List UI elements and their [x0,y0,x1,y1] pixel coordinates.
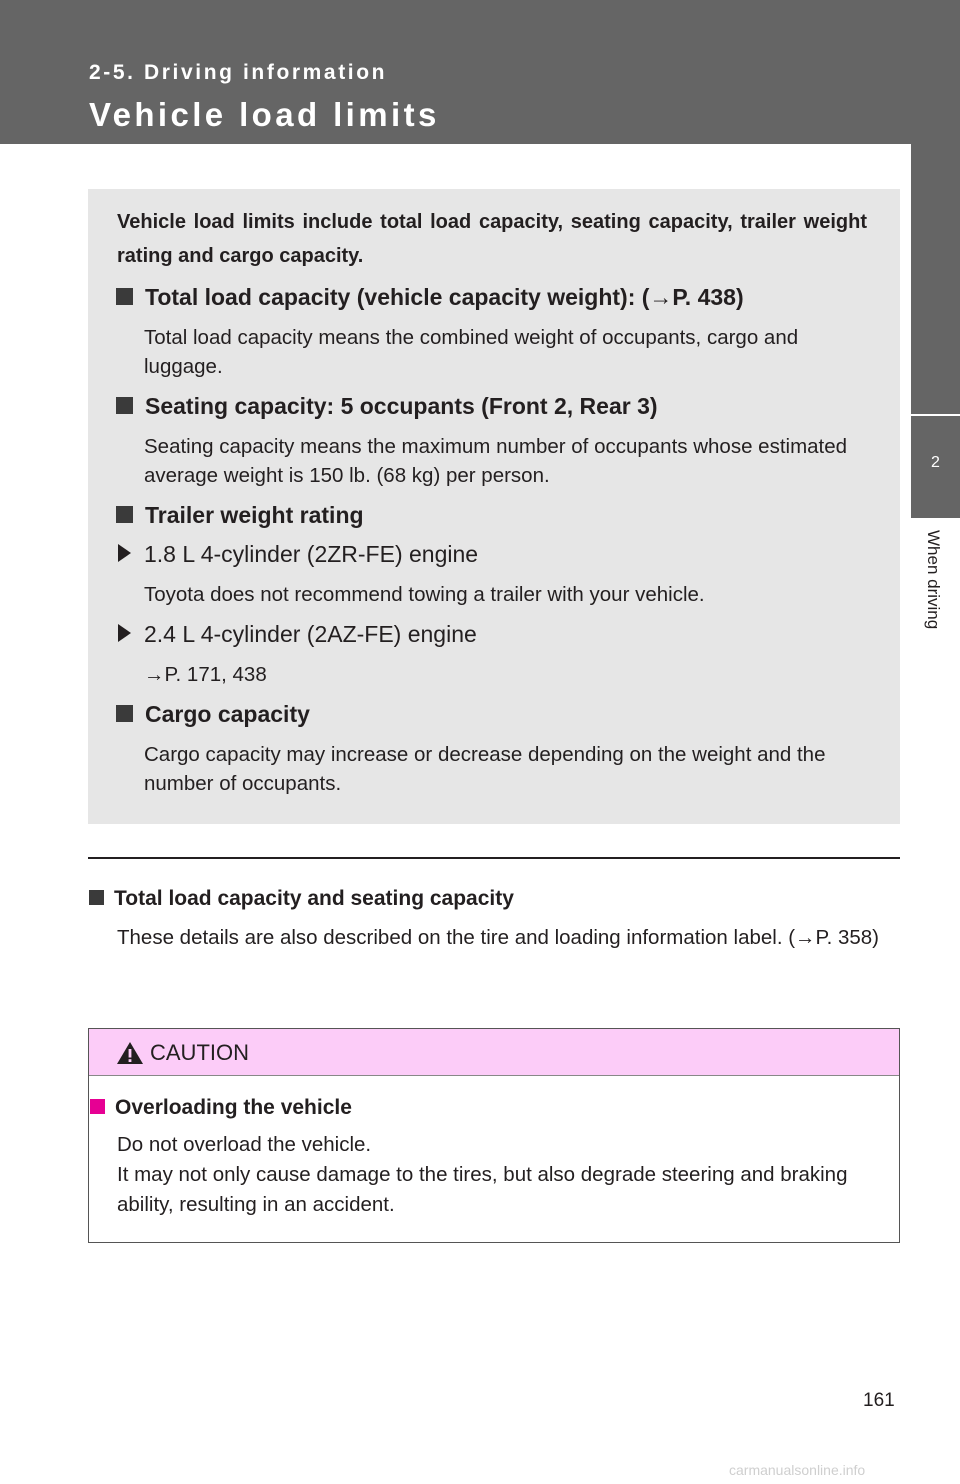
note-body: These details are also described on the tire and loading information label. (→P. 358) [117,926,879,949]
engine-2-label: 2.4 L 4-cylinder (2AZ-FE) engine [144,621,477,647]
square-bullet-icon [116,397,133,414]
caution-body [117,1130,892,1220]
heading-seating-text: Seating capacity: 5 occupants (Front 2, Rear 3) [145,393,658,419]
heading-trailer-text: Trailer weight rating [145,502,364,528]
caution-header [89,1029,899,1076]
square-bullet-icon [89,890,104,905]
caution-box [88,1028,900,1243]
square-bullet-icon [90,1099,105,1114]
caution-heading [89,1096,352,1120]
square-bullet-icon [116,288,133,305]
triangle-bullet-icon [118,544,131,562]
watermark: carmanualsonline.info [729,1462,866,1478]
heading-trailer [116,502,364,529]
engine-2-item [118,621,477,648]
cargo-text: Cargo capacity may increase or decrease depending on the weight and the number of occupants. [144,743,826,795]
side-tab-bar [911,144,960,414]
caution-line-2: It may not only cause damage to the tires, but also degrade steering and braking ability, resulting in an accident. [117,1163,848,1216]
seating-text: Seating capacity means the maximum number of occupants whose estimated average weight is 150 lb. (68 kg) per person. [144,435,848,487]
heading-cargo-text: Cargo capacity [145,701,310,727]
heading-total-load [116,284,744,311]
engine-1-label: 1.8 L 4-cylinder (2ZR-FE) engine [144,541,479,567]
caution-line-1: Do not overload the vehicle. [117,1133,372,1156]
engine-1-item [118,541,478,568]
triangle-bullet-icon [118,624,131,642]
heading-seating [116,393,658,420]
warning-icon [116,1041,144,1065]
heading-total-load-text: Total load capacity (vehicle capacity weight): (→P. 438) [145,284,744,310]
chapter-label-text: When driving [924,530,943,630]
caution-heading-text: Overloading the vehicle [115,1096,352,1119]
summary-intro: Vehicle load limits include total load capacity, seating capacity, trailer weight rating and cargo capacity. [117,211,867,267]
chapter-header [0,0,960,144]
chapter-number-tab: 2 [911,414,960,518]
page-number: 161 [863,1390,895,1411]
total-load-text: Total load capacity means the combined weight of occupants, cargo and luggage. [144,326,799,378]
square-bullet-icon [116,705,133,722]
note-heading-text: Total load capacity and seating capacity [114,887,514,910]
section-label: 2-5. Driving information [89,61,388,84]
engine-2-text: →P. 171, 438 [144,663,267,686]
caution-title: CAUTION [150,1040,249,1065]
heading-cargo [116,701,310,728]
page-title: Vehicle load limits [89,96,440,133]
square-bullet-icon [116,506,133,523]
note-heading [89,887,514,911]
divider [88,857,900,859]
engine-1-text: Toyota does not recommend towing a trailer with your vehicle. [144,583,705,606]
